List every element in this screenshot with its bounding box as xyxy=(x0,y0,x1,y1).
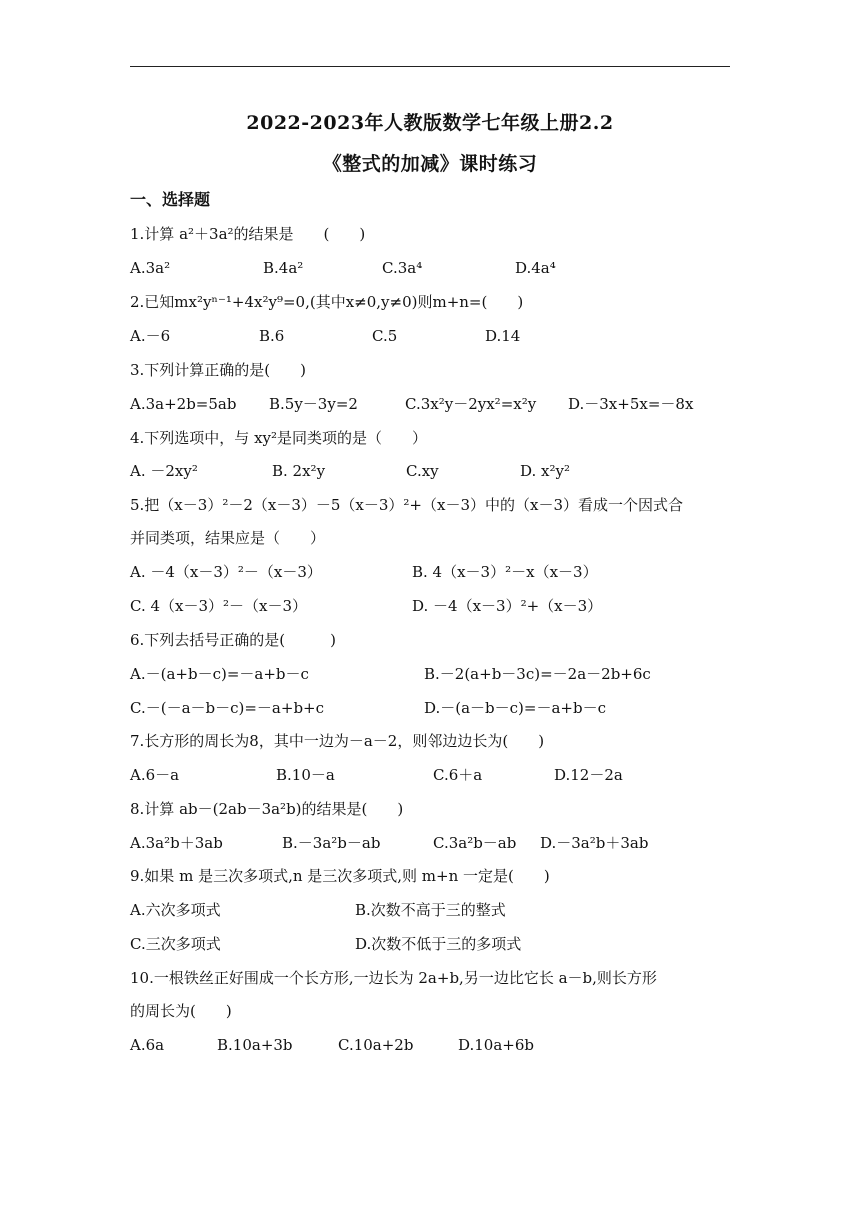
question-10-option-c: C.10a+2b xyxy=(338,1036,414,1054)
question-7-option-a: A.6－a xyxy=(130,766,180,784)
question-5-stem-line-1: 5.把（x－3）²－2（x－3）－5（x－3）²+（x－3）中的（x－3）看成一个因式合 xyxy=(130,496,684,514)
question-7-option-c: C.6＋a xyxy=(433,766,483,784)
question-5-option-d: D. －4（x－3）²+（x－3） xyxy=(412,597,603,615)
question-8-option-d: D.－3a²b＋3ab xyxy=(540,834,649,852)
question-8-option-c: C.3a²b－ab xyxy=(433,834,517,852)
question-3-option-a: A.3a+2b=5ab xyxy=(130,395,237,413)
section-heading: 一、选择题 xyxy=(130,190,211,209)
question-2-option-a: A.－6 xyxy=(130,327,171,345)
question-8-option-a: A.3a²b＋3ab xyxy=(130,834,223,852)
question-4-stem: 4.下列选项中，与 xy²是同类项的是（ ） xyxy=(130,429,428,447)
question-6-option-b: B.－2(a+b－3c)=－2a－2b+6c xyxy=(424,665,651,683)
question-5-option-a: A. －4（x－3）²－（x－3） xyxy=(130,563,322,581)
question-9-stem: 9.如果 m 是三次多项式,n 是三次多项式,则 m+n 一定是( ) xyxy=(130,867,550,885)
question-8-stem: 8.计算 ab－(2ab－3a²b)的结果是( ) xyxy=(130,800,404,818)
question-7-option-d: D.12－2a xyxy=(554,766,623,784)
title-line-2: 《整式的加减》课时练习 xyxy=(322,153,538,175)
question-4-option-b: B. 2x²y xyxy=(272,462,326,480)
question-5-option-c: C. 4（x－3）²－（x－3） xyxy=(130,597,308,615)
question-2-option-d: D.14 xyxy=(485,327,521,345)
question-10-stem-line-1: 10.一根铁丝正好围成一个长方形,一边长为 2a+b,另一边比它长 a－b,则长方形 xyxy=(130,969,657,987)
question-3-option-c: C.3x²y－2yx²=x²y xyxy=(405,395,537,413)
question-1-option-c: C.3a⁴ xyxy=(382,259,423,277)
question-4-option-a: A. －2xy² xyxy=(130,462,198,480)
question-9-option-b: B.次数不高于三的整式 xyxy=(355,901,506,919)
question-9-option-c: C.三次多项式 xyxy=(130,935,221,953)
question-3-stem: 3.下列计算正确的是( ) xyxy=(130,361,307,379)
question-1-option-a: A.3a² xyxy=(130,259,171,277)
question-6-stem: 6.下列去括号正确的是( ) xyxy=(130,631,337,649)
question-1-option-b: B.4a² xyxy=(263,259,304,277)
question-6-option-d: D.－(a－b－c)=－a+b－c xyxy=(424,699,606,717)
question-10-stem-line-2: 的周长为( ) xyxy=(130,1002,232,1020)
question-5-option-b: B. 4（x－3）²－x（x－3） xyxy=(412,563,598,581)
question-2-option-c: C.5 xyxy=(372,327,398,345)
question-6-option-a: A.－(a+b－c)=－a+b－c xyxy=(130,665,309,683)
question-2-option-b: B.6 xyxy=(259,327,285,345)
question-10-option-b: B.10a+3b xyxy=(217,1036,293,1054)
question-9-option-d: D.次数不低于三的多项式 xyxy=(355,935,522,953)
title-line-1: 2022-2023年人教版数学七年级上册2.2 xyxy=(246,112,614,134)
question-10-option-a: A.6a xyxy=(130,1036,165,1054)
question-3-option-d: D.－3x+5x=－8x xyxy=(568,395,694,413)
question-4-option-d: D. x²y² xyxy=(520,462,570,480)
question-7-option-b: B.10－a xyxy=(276,766,335,784)
question-1-option-d: D.4a⁴ xyxy=(515,259,556,277)
question-8-option-b: B.－3a²b－ab xyxy=(282,834,381,852)
question-7-stem: 7.长方形的周长为8，其中一边为－a－2，则邻边边长为( ) xyxy=(130,732,545,750)
question-10-option-d: D.10a+6b xyxy=(458,1036,535,1054)
header-rule xyxy=(130,66,730,67)
question-5-stem-line-2: 并同类项，结果应是（ ） xyxy=(130,529,326,547)
question-4-option-c: C.xy xyxy=(406,462,439,480)
question-1-stem: 1.计算 a²＋3a²的结果是 ( ) xyxy=(130,225,366,243)
question-2-stem: 2.已知mx²yⁿ⁻¹+4x²y⁹=0,(其中x≠0,y≠0)则m+n=( ) xyxy=(130,293,524,311)
question-6-option-c: C.－(－a－b－c)=－a+b+c xyxy=(130,699,325,717)
question-9-option-a: A.六次多项式 xyxy=(130,901,221,919)
question-3-option-b: B.5y－3y=2 xyxy=(269,395,358,413)
